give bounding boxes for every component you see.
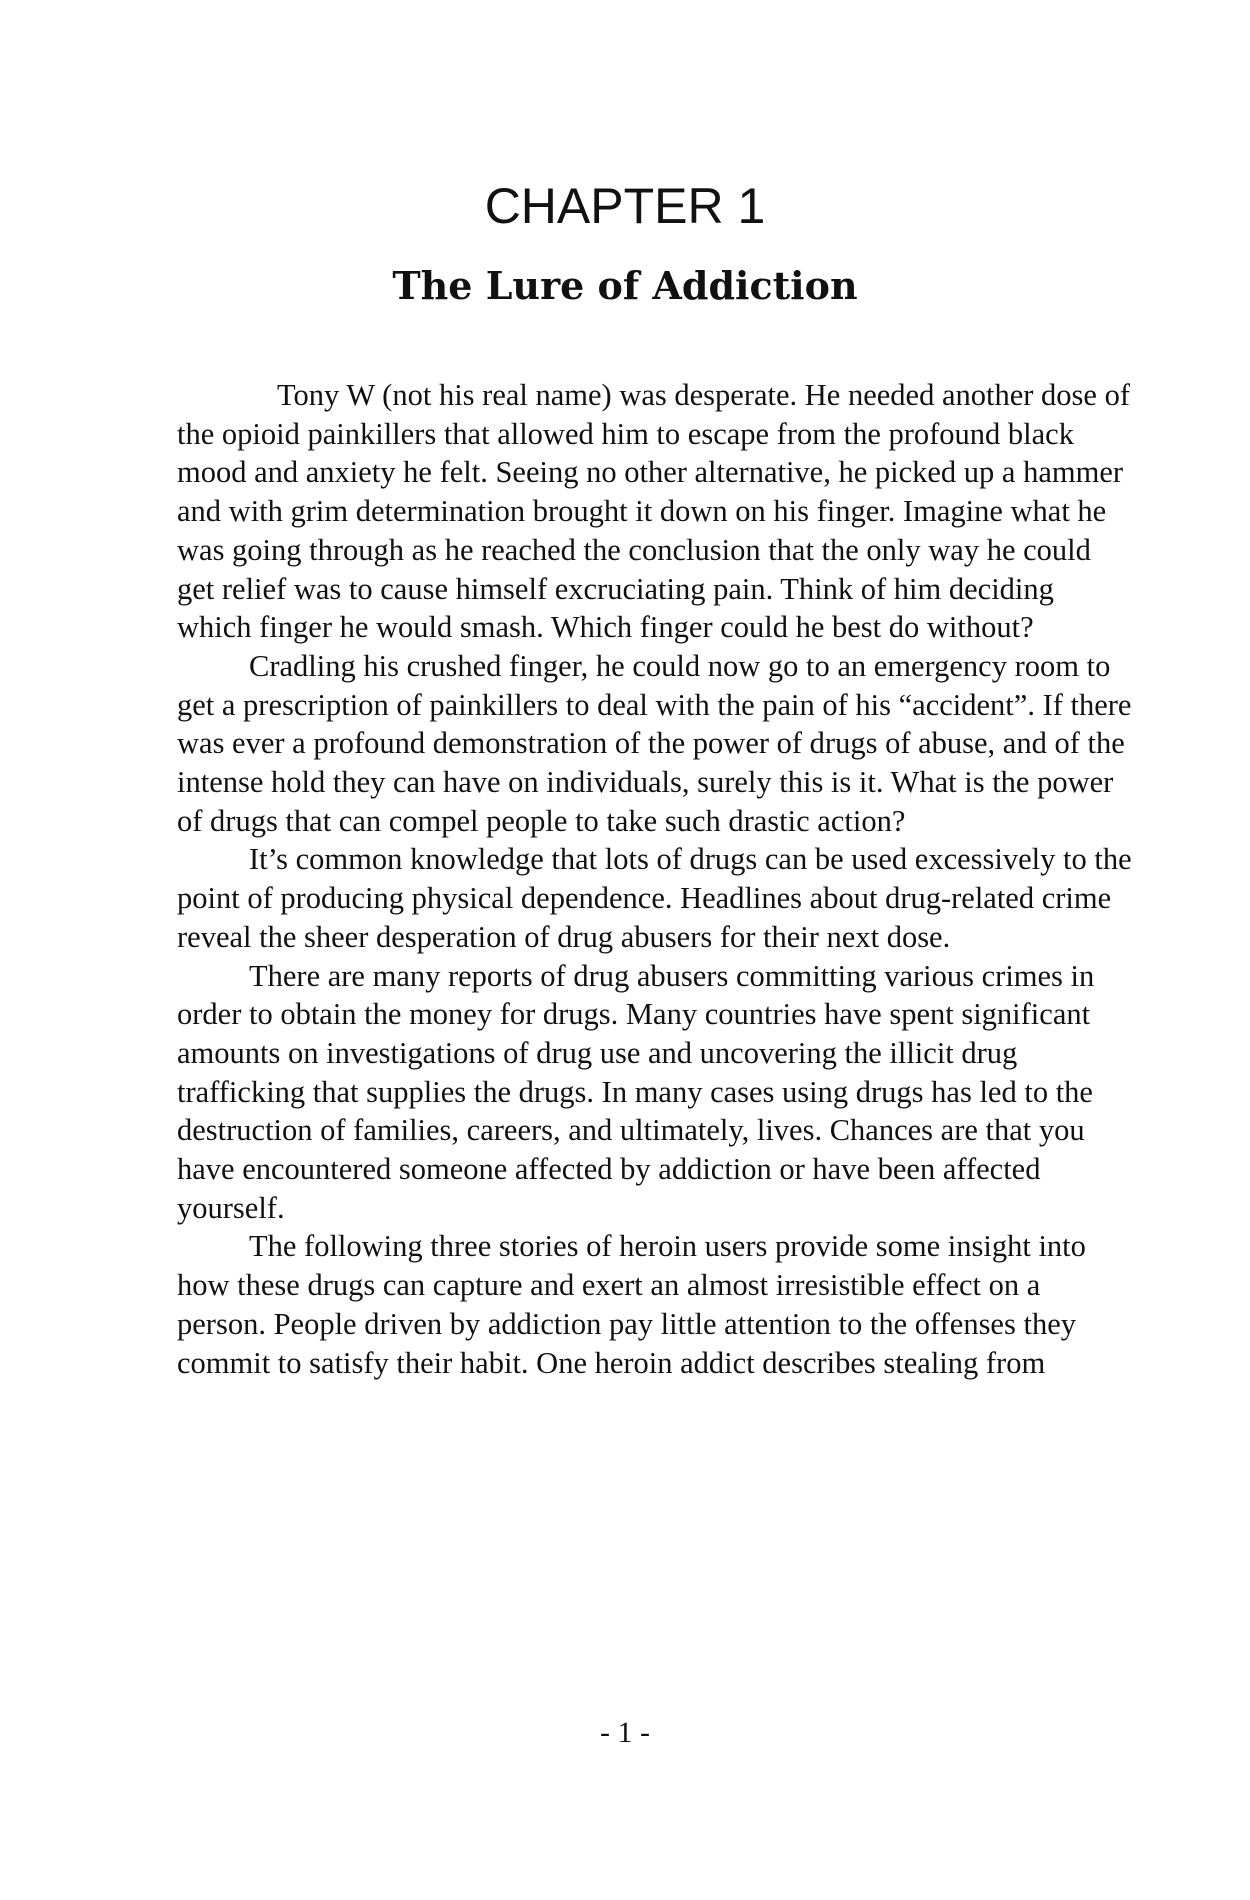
paragraph: The following three stories of heroin users provide some insight into how these drugs can capture and exert an almost irresistible effect on a person. People driven by addiction pay little attention to the offenses they commit to satisfy their habit. One heroin addict describes stealing from: [177, 1229, 1086, 1380]
paragraph: It’s common knowledge that lots of drugs can be used excessively to the point of producing physical dependence. Headlines about drug-related crime reveal the sheer desperation of drug abusers for their next dose.: [177, 842, 1132, 954]
page-number: - 1 -: [600, 1716, 650, 1749]
paragraph: Cradling his crushed finger, he could now go to an emergency room to get a prescription of painkillers to deal with the pain of his “accident”. If there was ever a profound demonstration of the power of drugs of abuse, and of the intense hold they can have on individuals, surely this is it. What is the power of drugs that can compel people to take such drastic action?: [177, 648, 1132, 838]
paragraph: Tony W (not his real name) was desperate. He needed another dose of the opioid painkillers that allowed him to escape from the profound black mood and anxiety he felt. Seeing no other alternative, he picked up a hammer and with grim determination brought it down on his finger. Imagine what he was going through as he reached the conclusion that the only way he could get relief was to cause himself excruciating pain. Think of him deciding which finger he would smash. Which finger could he best do without?: [177, 378, 1130, 645]
chapter-heading: CHAPTER 1: [484, 178, 766, 234]
chapter-title: The Lure of Addiction: [392, 263, 858, 308]
chapter-body: [177, 376, 1134, 1382]
paragraph: There are many reports of drug abusers committing various crimes in order to obtain the money for drugs. Many countries have spent significant amounts on investigations of drug use and uncovering the illicit drug trafficking that supplies the drugs. In many cases using drugs has led to the destruction of families, careers, and ultimately, lives. Chances are that you have encountered someone affected by addiction or have been affected yourself.: [177, 958, 1095, 1225]
